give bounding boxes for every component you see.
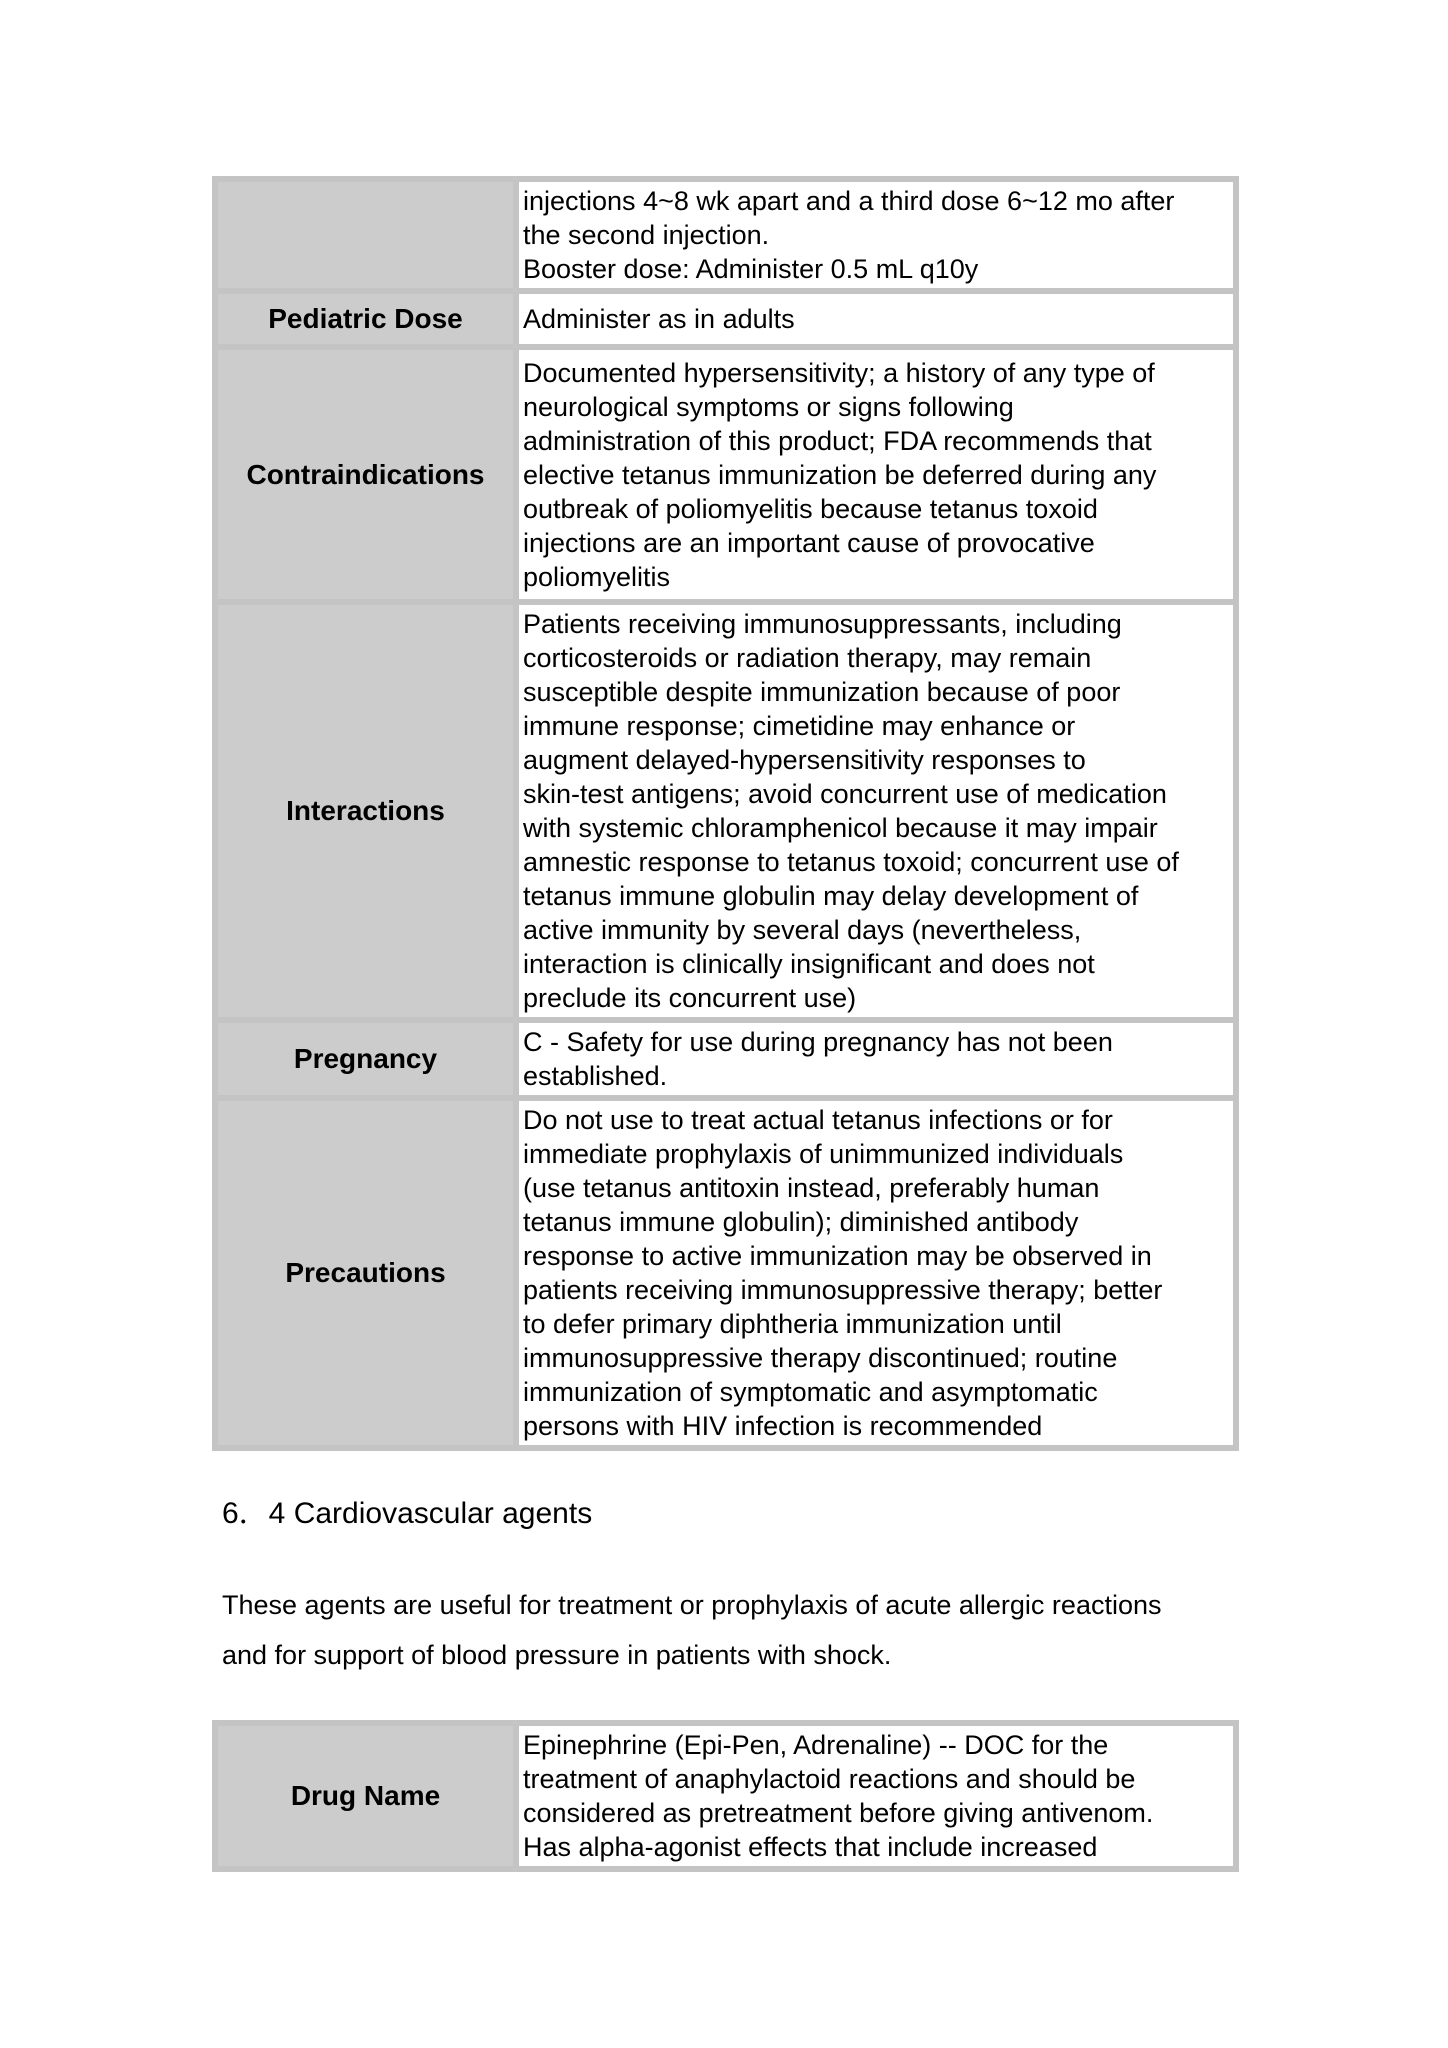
text-line: amnestic response to tetanus toxoid; concurrent use of xyxy=(523,847,1179,877)
text-line: susceptible despite immunization because of poor xyxy=(523,677,1121,707)
table-row xyxy=(215,179,1236,291)
text-line: injections 4~8 wk apart and a third dose 6~12 mo after xyxy=(523,186,1175,216)
paragraph-line: and for support of blood pressure in patients with shock. xyxy=(222,1640,892,1670)
text-line: injections are an important cause of provocative xyxy=(523,527,1095,558)
table-row xyxy=(215,1020,1236,1098)
text-line: response to active immunization may be observed in xyxy=(523,1241,1152,1271)
row-label: Pregnancy xyxy=(215,1020,516,1098)
text-line: Epinephrine (Epi-Pen, Adrenaline) -- DOC for the xyxy=(523,1730,1109,1760)
text-line: patients receiving immunosuppressive therapy; better xyxy=(523,1275,1163,1305)
text-line: preclude its concurrent use) xyxy=(523,983,857,1013)
text-line: Booster dose: Administer 0.5 mL q10y xyxy=(523,254,979,284)
table-row xyxy=(215,347,1236,602)
text-line: Do not use to treat actual tetanus infections or for xyxy=(523,1105,1113,1135)
text-line: skin-test antigens; avoid concurrent use of medication xyxy=(523,779,1167,809)
row-value xyxy=(516,1098,1236,1448)
text-line: Administer as in adults xyxy=(523,304,795,334)
section-paragraph xyxy=(222,1580,1252,1680)
text-line: Patients receiving immunosuppressants, including xyxy=(523,609,1122,639)
row-value xyxy=(516,1020,1236,1098)
text-line: elective tetanus immunization be deferred during any xyxy=(523,459,1157,490)
row-label: Pediatric Dose xyxy=(215,291,516,347)
text-line: neurological symptoms or signs following xyxy=(523,391,1014,422)
text-line: (use tetanus antitoxin instead, preferably human xyxy=(523,1173,1100,1203)
text-line: Has alpha-agonist effects that include increased xyxy=(523,1832,1098,1862)
text-line: with systemic chloramphenicol because it may impair xyxy=(523,813,1158,843)
row-value xyxy=(516,291,1236,347)
text-line: established. xyxy=(523,1061,668,1091)
text-line: administration of this product; FDA recommends that xyxy=(523,425,1152,456)
table-row xyxy=(215,1098,1236,1448)
text-line: immediate prophylaxis of unimmunized individuals xyxy=(523,1139,1124,1169)
text-line: treatment of anaphylactoid reactions and should be xyxy=(523,1764,1136,1794)
text-line: considered as pretreatment before giving antivenom. xyxy=(523,1798,1154,1828)
row-value xyxy=(516,1723,1236,1869)
table-row xyxy=(215,1723,1236,1869)
text-line: interaction is clinically insignificant and does not xyxy=(523,949,1095,979)
row-label: Interactions xyxy=(215,602,516,1020)
text-line: immunosuppressive therapy discontinued; routine xyxy=(523,1343,1118,1373)
text-line: tetanus immune globulin); diminished antibody xyxy=(523,1207,1079,1237)
table-row xyxy=(215,602,1236,1020)
row-value xyxy=(516,179,1236,291)
text-line: persons with HIV infection is recommended xyxy=(523,1411,1043,1441)
text-line: poliomyelitis xyxy=(523,561,671,592)
text-line: immune response; cimetidine may enhance or xyxy=(523,711,1076,741)
text-line: Documented hypersensitivity; a history of any type of xyxy=(523,357,1155,388)
paragraph-line: These agents are useful for treatment or prophylaxis of acute allergic reactions xyxy=(222,1590,1162,1620)
row-value xyxy=(516,347,1236,602)
row-value xyxy=(516,602,1236,1020)
text-line: outbreak of poliomyelitis because tetanus toxoid xyxy=(523,493,1098,524)
text-line: to defer primary diphtheria immunization until xyxy=(523,1309,1062,1339)
text-line: active immunity by several days (nevertheless, xyxy=(523,915,1082,945)
row-label: Contraindications xyxy=(215,347,516,602)
text-line: tetanus immune globulin may delay development of xyxy=(523,881,1139,911)
text-line: C - Safety for use during pregnancy has not been xyxy=(523,1027,1113,1057)
text-line: immunization of symptomatic and asymptomatic xyxy=(523,1377,1098,1407)
row-label: Precautions xyxy=(215,1098,516,1448)
table-row xyxy=(215,291,1236,347)
text-line: augment delayed-hypersensitivity responses to xyxy=(523,745,1086,775)
text-line: the second injection. xyxy=(523,220,770,250)
text-line: corticosteroids or radiation therapy, may remain xyxy=(523,643,1092,673)
drug-info-table xyxy=(212,176,1239,1451)
drug-info-table xyxy=(212,1720,1239,1872)
row-label xyxy=(215,179,516,291)
row-label: Drug Name xyxy=(215,1723,516,1869)
section-heading: 6．4 Cardiovascular agents xyxy=(222,1497,593,1530)
